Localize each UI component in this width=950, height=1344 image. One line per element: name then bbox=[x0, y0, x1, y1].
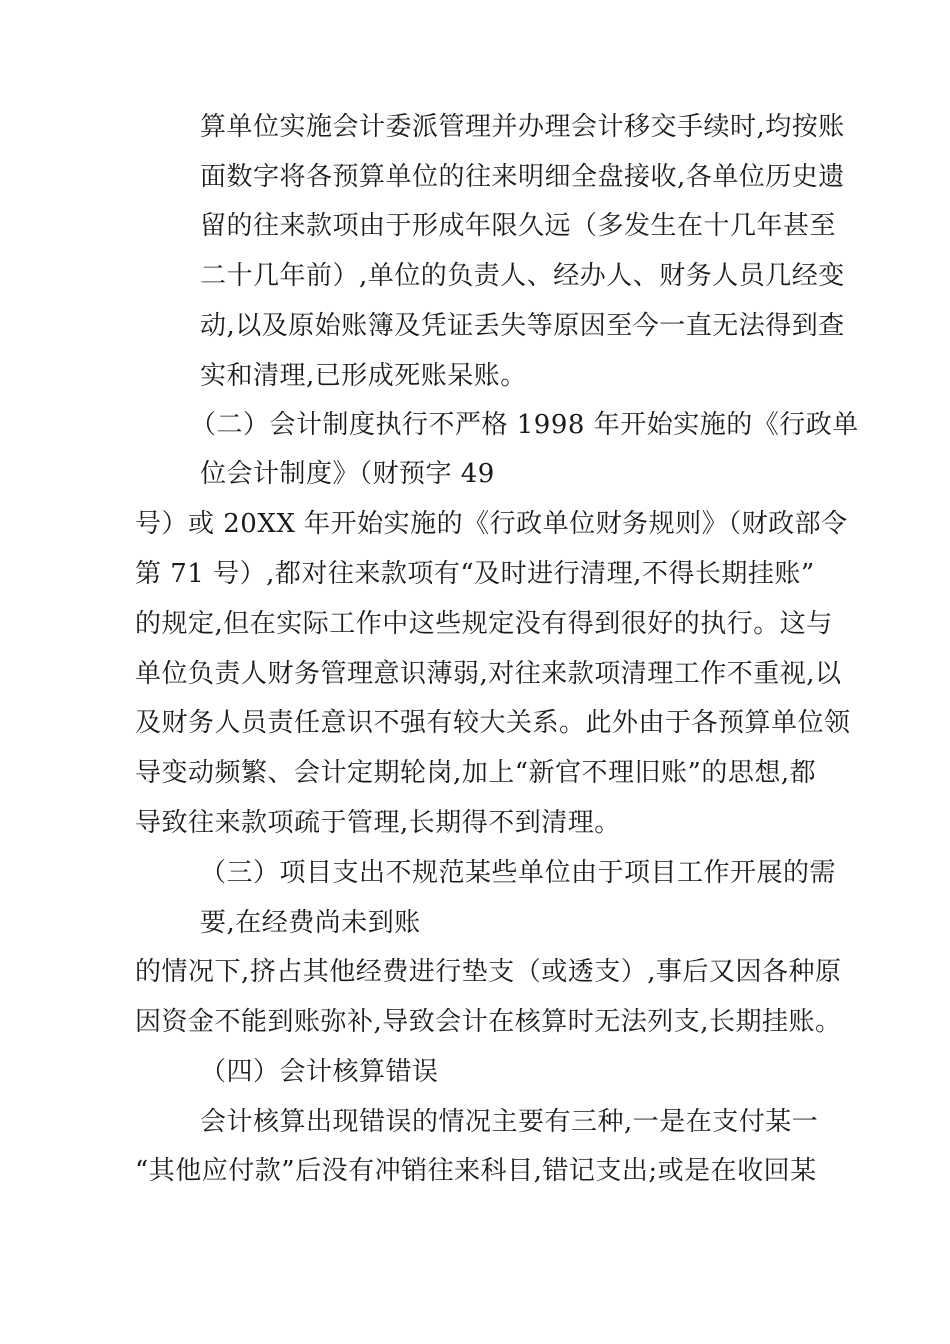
text-line: 第 71 号）,都对往来款项有“及时进行清理,不得长期挂账” bbox=[135, 559, 815, 589]
text-line: 留的往来款项由于形成年限久远（多发生在十几年甚至 bbox=[200, 211, 837, 241]
section-heading: （二）会计制度执行不严格 1998 年开始实施的《行政单 bbox=[190, 410, 859, 440]
text-line: 单位负责人财务管理意识薄弱,对往来款项清理工作不重视,以 bbox=[135, 659, 842, 689]
section-heading: （四）会计核算错误 bbox=[200, 1057, 439, 1087]
text-line: 要,在经费尚未到账 bbox=[200, 908, 421, 938]
text-line: 面数字将各预算单位的往来明细全盘接收,各单位历史遗 bbox=[200, 162, 845, 192]
text-line: 实和清理,已形成死账呆账。 bbox=[200, 361, 527, 391]
text-line: 动,以及原始账簿及凭证丢失等原因至今一直无法得到查 bbox=[200, 311, 845, 341]
text-line: 导致往来款项疏于管理,长期得不到清理。 bbox=[135, 808, 621, 838]
text-line: “其他应付款”后没有冲销往来科目,错记支出;或是在收回某 bbox=[135, 1156, 817, 1186]
text-line: 导变动频繁、会计定期轮岗,加上“新官不理旧账”的思想,都 bbox=[135, 758, 817, 788]
text-line: 位会计制度》（财预字 49 bbox=[200, 459, 495, 489]
text-line: 的情况下,挤占其他经费进行垫支（或透支）,事后又因各种原 bbox=[135, 957, 842, 987]
text-line: 的规定,但在实际工作中这些规定没有得到很好的执行。这与 bbox=[135, 609, 833, 639]
text-line: 因资金不能到账弥补,导致会计在核算时无法列支,长期挂账。 bbox=[135, 1007, 842, 1037]
text-line: 及财务人员责任意识不强有较大关系。此外由于各预算单位领 bbox=[135, 708, 851, 738]
text-line: 二十几年前）,单位的负责人、经办人、财务人员几经变 bbox=[200, 261, 845, 291]
section-heading: （三）项目支出不规范某些单位由于项目工作开展的需 bbox=[200, 858, 837, 888]
text-line: 算单位实施会计委派管理并办理会计移交手续时,均按账 bbox=[200, 112, 845, 142]
text-line: 号）或 20XX 年开始实施的《行政单位财务规则》（财政部令 bbox=[135, 509, 848, 539]
text-line: 会计核算出现错误的情况主要有三种,一是在支付某一 bbox=[200, 1107, 819, 1137]
